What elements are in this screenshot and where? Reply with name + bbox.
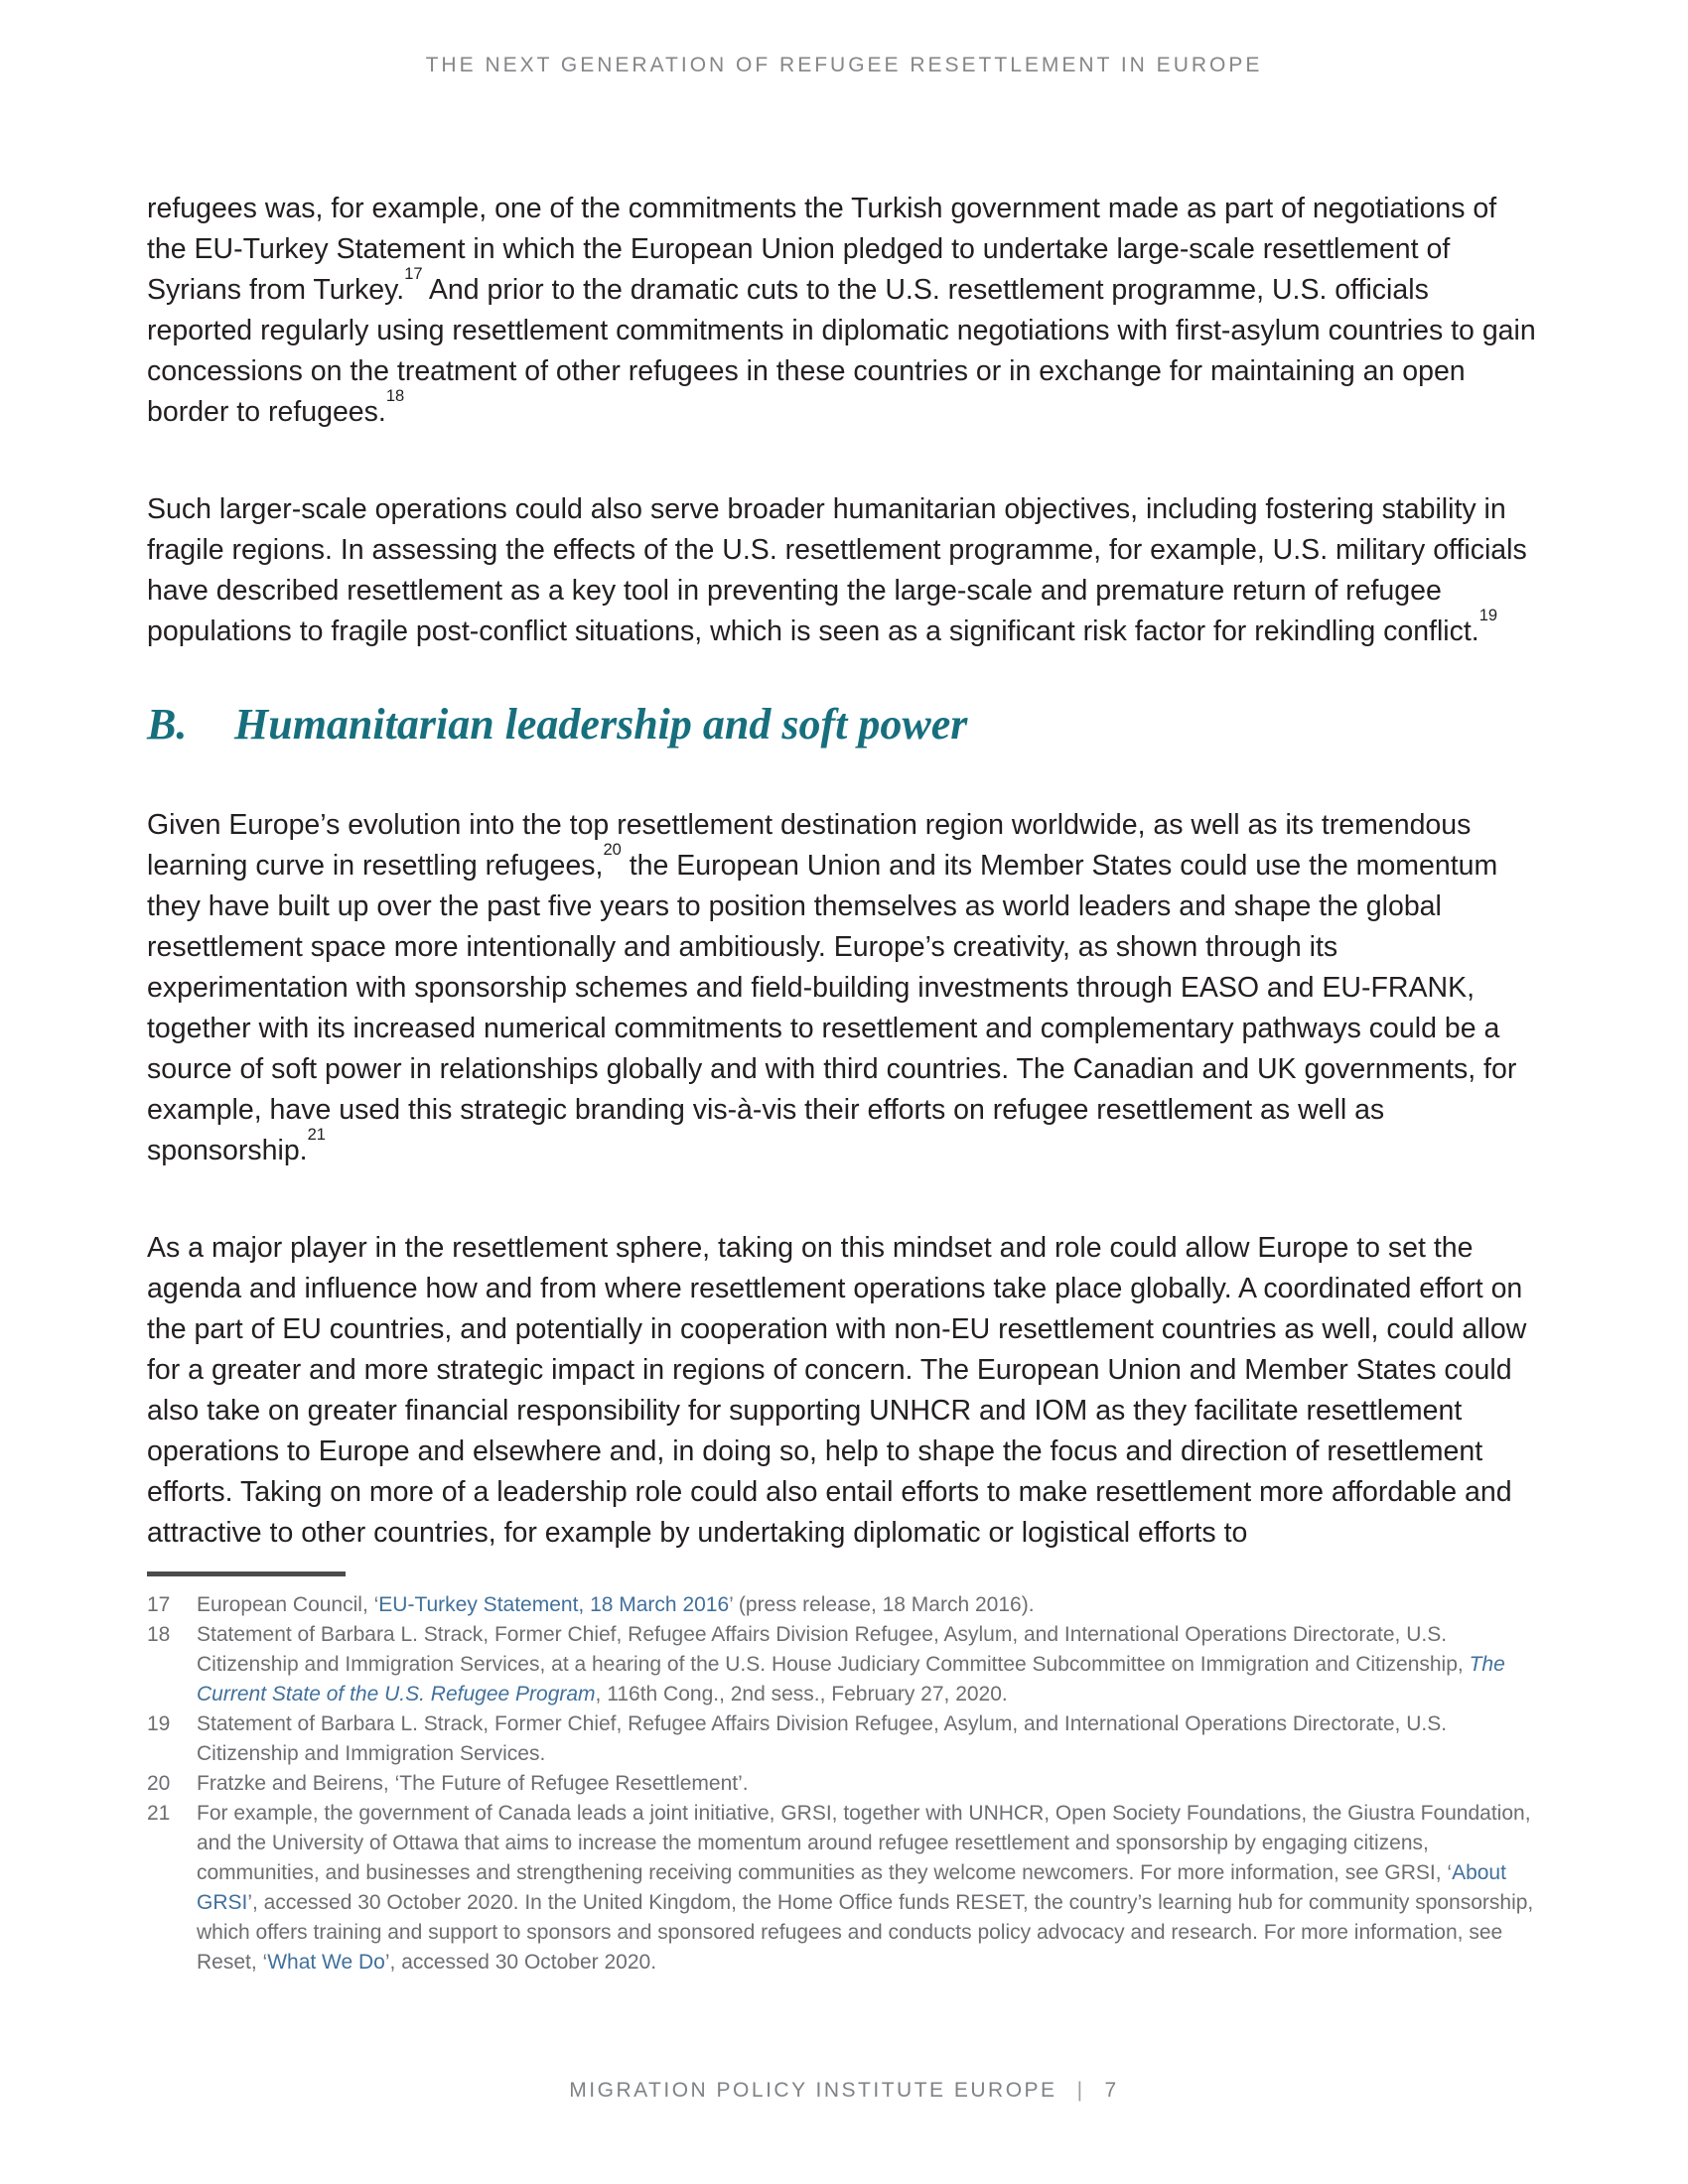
footnote-18 xyxy=(147,1620,1541,1709)
footnote-link-what-we-do[interactable]: What We Do xyxy=(267,1951,385,1974)
body-text: refugees was, for example, one of the commitments the Turkish government made as part of negotiations of the EU-Turkey Statement in which the European Union pledged to undertake large-scale resettlement of Syrians from Turkey. xyxy=(147,193,1497,306)
footnote-20 xyxy=(147,1769,1541,1799)
footnote-17 xyxy=(147,1590,1541,1620)
page-footer xyxy=(0,2079,1688,2103)
footnote-text xyxy=(197,1799,1541,1978)
footer-org-name: MIGRATION POLICY INSTITUTE EUROPE xyxy=(569,2079,1057,2102)
footnote-text xyxy=(197,1620,1541,1709)
paragraph-3 xyxy=(147,805,1541,1171)
footnote-separator-rule xyxy=(147,1571,346,1576)
footnotes-section xyxy=(147,1590,1541,1978)
footnote-21 xyxy=(147,1799,1541,1978)
footnote-text-segment: , 116th Cong., 2nd sess., February 27, 2020. xyxy=(595,1683,1008,1706)
body-text: Such larger-scale operations could also serve broader humanitarian objectives, including fostering stability in fragile regions. In assessing the effects of the U.S. resettlement programme, for example, U.S. military officials have described resettlement as a key tool in preventing the large-scale and premature return of refugee populations to fragile post-conflict situations, which is seen as a significant risk factor for rekindling conflict. xyxy=(147,493,1527,647)
body-text: As a major player in the resettlement sphere, taking on this mindset and role could allow Europe to set the agenda and influence how and from where resettlement operations take place globally. A coordinated effort on the part of EU countries, and potentially in cooperation with non-EU resettlement countries as well, could allow for a greater and more strategic impact in regions of concern. The European Union and Member States could also take on greater financial responsibility for supporting UNHCR and IOM as they facilitate resettlement operations to Europe and elsewhere and, in doing so, help to shape the focus and direction of resettlement efforts. Taking on more of a leadership role could also entail efforts to make resettlement more affordable and attractive to other countries, for example by undertaking diplomatic or logistical efforts to xyxy=(147,1232,1527,1549)
section-heading-label: B. xyxy=(147,700,188,749)
footnote-number: 17 xyxy=(147,1593,171,1616)
footnote-text-segment: Statement of Barbara L. Strack, Former Chief, Refugee Affairs Division Refugee, Asylum, and International Operations Directorate, U.S. Citizenship and Immigration Services, at a hearing of the U.S. House Judiciary Committee Subcommittee on Immigration and Citizenship, xyxy=(197,1623,1470,1676)
footer-separator: | xyxy=(1076,2079,1085,2102)
section-heading xyxy=(147,694,1541,755)
footnote-link-about-grsi[interactable]: About GRSI xyxy=(197,1861,1506,1914)
footnote-text-segment: ’, accessed 30 October 2020. In the United Kingdom, the Home Office funds RESET, the country’s learning hub for community sponsorship, which offers training and support to sponsors and sponsored refugees and conducts policy advocacy and research. For more information, see Reset, ‘ xyxy=(197,1891,1534,1974)
footnote-link-us-refugee-program[interactable]: The Current State of the U.S. Refugee Program xyxy=(197,1653,1505,1706)
footnote-text xyxy=(197,1590,1541,1620)
paragraph-1 xyxy=(147,189,1541,433)
page-content xyxy=(147,189,1541,1978)
body-text: Given Europe’s evolution into the top resettlement destination region worldwide, as well as its tremendous learning curve in resettling refugees, xyxy=(147,809,1472,882)
footnote-ref-20: 20 xyxy=(603,840,622,860)
page-number: 7 xyxy=(1104,2079,1119,2102)
footnote-number: 19 xyxy=(147,1712,171,1735)
footnote-text-segment: Statement of Barbara L. Strack, Former Chief, Refugee Affairs Division Refugee, Asylum, and International Operations Directorate, U.S. Citizenship and Immigration Services. xyxy=(197,1712,1448,1765)
footnote-ref-21: 21 xyxy=(307,1125,326,1145)
paragraph-4 xyxy=(147,1228,1541,1554)
footnote-text-segment: ’, accessed 30 October 2020. xyxy=(384,1951,657,1974)
body-text: And prior to the dramatic cuts to the U.S. resettlement programme, U.S. officials reported regularly using resettlement commitments in diplomatic negotiations with first-asylum countries to gain concessions on the treatment of other refugees in these countries or in exchange for maintaining an open border to refugees. xyxy=(147,274,1536,428)
footnote-text xyxy=(197,1709,1541,1769)
footnote-number: 18 xyxy=(147,1623,171,1646)
section-heading-title: Humanitarian leadership and soft power xyxy=(234,700,968,749)
footnote-19 xyxy=(147,1709,1541,1769)
paragraph-2 xyxy=(147,489,1541,652)
footnote-text-segment: ’ (press release, 18 March 2016). xyxy=(729,1593,1035,1616)
footnote-text-segment: European Council, ‘ xyxy=(197,1593,379,1616)
running-header: THE NEXT GENERATION OF REFUGEE RESETTLEMENT IN EUROPE xyxy=(425,54,1263,76)
footnote-text-segment: For example, the government of Canada leads a joint initiative, GRSI, together with UNHCR, Open Society Foundations, the Giustra Foundation, and the University of Ottawa that aims to increase the momentum around refugee resettlement and sponsorship by engaging citizens, communities, and businesses and strengthening receiving communities as they welcome newcomers. For more information, see GRSI, ‘ xyxy=(197,1802,1531,1884)
footnote-link-eu-turkey-statement[interactable]: EU-Turkey Statement, 18 March 2016 xyxy=(378,1593,730,1616)
footnote-text xyxy=(197,1769,1541,1799)
footnote-number: 20 xyxy=(147,1772,171,1795)
body-text: the European Union and its Member States could use the momentum they have built up over the past five years to position themselves as world leaders and shape the global resettlement space more intentionally and ambitiously. Europe’s creativity, as shown through its experimentation with sponsorship schemes and field-building investments through EASO and EU-FRANK, together with its increased numerical commitments to resettlement and complementary pathways could be a source of soft power in relationships globally and with third countries. The Canadian and UK governments, for example, have used this strategic branding vis-à-vis their efforts on refugee resettlement as well as sponsorship. xyxy=(147,850,1517,1166)
footnote-ref-19: 19 xyxy=(1478,606,1498,625)
footnote-number: 21 xyxy=(147,1802,171,1825)
footnote-ref-17: 17 xyxy=(404,264,423,284)
footnote-ref-18: 18 xyxy=(385,386,405,406)
footnote-text-segment: Fratzke and Beirens, ‘The Future of Refugee Resettlement’. xyxy=(197,1772,749,1795)
